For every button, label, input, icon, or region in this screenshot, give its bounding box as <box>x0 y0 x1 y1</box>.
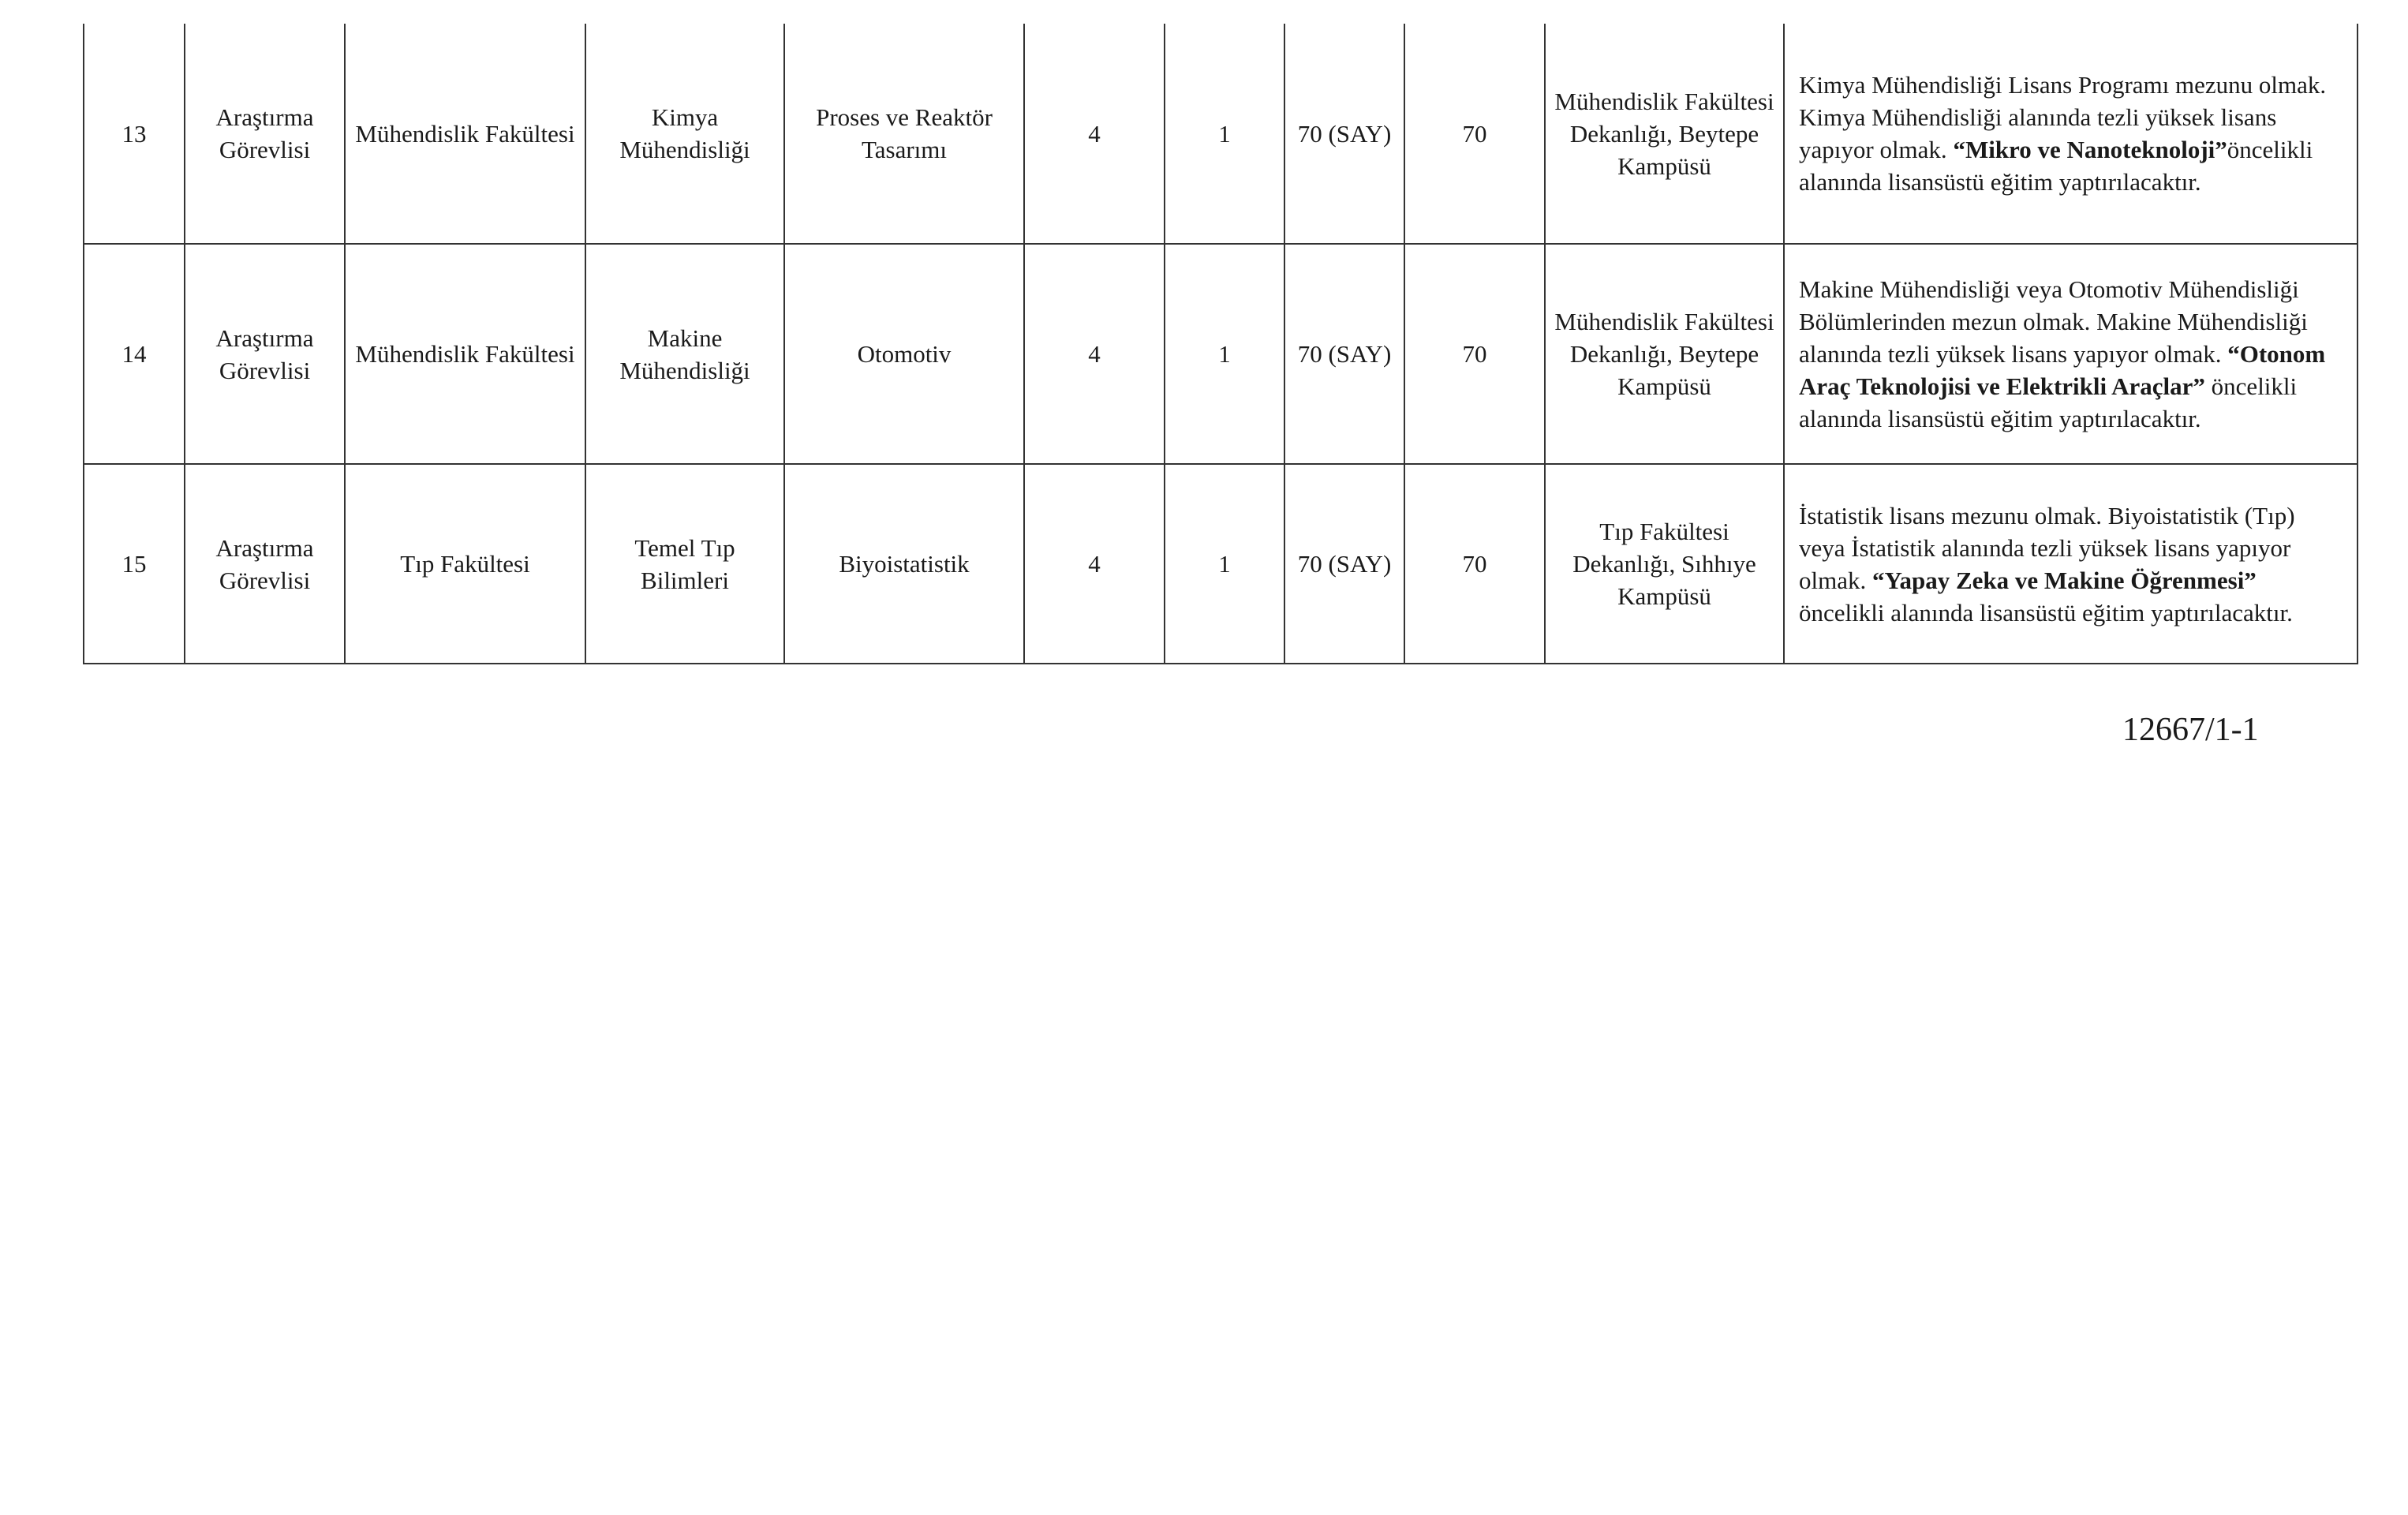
requirements-text-end: öncelikli alanında lisansüstü eğitim yaptırılacaktır. <box>1799 598 2293 627</box>
ales-cell: 70 (SAY) <box>1284 24 1404 244</box>
title-cell: Araştırma Görevlisi <box>185 24 345 244</box>
unit-cell: Tıp Fakültesi <box>345 464 585 664</box>
department-cell: Temel Tıp Bilimleri <box>585 464 784 664</box>
title-cell: Araştırma Görevlisi <box>185 464 345 664</box>
language-score-cell: 70 <box>1404 24 1545 244</box>
page-number: 12667/1-1 <box>2122 712 2259 748</box>
field-cell: Biyoistatistik <box>784 464 1024 664</box>
count-cell: 1 <box>1165 24 1284 244</box>
ales-cell: 70 (SAY) <box>1284 464 1404 664</box>
table-row <box>84 244 2358 464</box>
row-number-cell: 13 <box>84 24 185 244</box>
language-score-cell: 70 <box>1404 464 1545 664</box>
field-cell: Proses ve Reaktör Tasarımı <box>784 24 1024 244</box>
positions-table <box>83 24 2358 664</box>
count-cell: 1 <box>1165 464 1284 664</box>
application-place-cell: Mühendislik Fakültesi Dekanlığı, Beytepe Kampüsü <box>1545 24 1784 244</box>
requirements-text: Makine Mühendisliği veya Otomotiv Mühendisliği Bölümlerinden mezun olmak. Makine Mühendisliği alanında tezli yüksek lisans yapıyor olmak. <box>1799 275 2308 368</box>
application-place-cell: Mühendislik Fakültesi Dekanlığı, Beytepe Kampüsü <box>1545 244 1784 464</box>
count-cell: 1 <box>1165 244 1284 464</box>
degree-cell: 4 <box>1024 244 1165 464</box>
ales-cell: 70 (SAY) <box>1284 244 1404 464</box>
title-cell: Araştırma Görevlisi <box>185 244 345 464</box>
field-cell: Otomotiv <box>784 244 1024 464</box>
table-row <box>84 24 2358 244</box>
requirements-text: İstatistik lisans mezunu olmak. Biyoistatistik (Tıp) veya İstatistik alanında tezli yüksek lisans yapıyor olmak. <box>1799 501 2295 594</box>
table-row <box>84 464 2358 664</box>
requirements-cell <box>1784 244 2358 464</box>
requirements-text: Kimya Mühendisliği Lisans Programı mezunu olmak. Kimya Mühendisliği alanında tezli yüksek lisans yapıyor olmak. <box>1799 71 2327 163</box>
department-cell: Makine Mühendisliği <box>585 244 784 464</box>
priority-area-text: “Otonom Araç Teknolojisi ve Elektrikli Araçlar” <box>1799 340 2326 400</box>
application-place-cell: Tıp Fakültesi Dekanlığı, Sıhhıye Kampüsü <box>1545 464 1784 664</box>
degree-cell: 4 <box>1024 24 1165 244</box>
row-number-cell: 14 <box>84 244 185 464</box>
department-cell: Kimya Mühendisliği <box>585 24 784 244</box>
requirements-cell <box>1784 464 2358 664</box>
unit-cell: Mühendislik Fakültesi <box>345 24 585 244</box>
degree-cell: 4 <box>1024 464 1165 664</box>
row-number-cell: 15 <box>84 464 185 664</box>
requirements-cell <box>1784 24 2358 244</box>
requirements-text-end: öncelikli alanında lisansüstü eğitim yaptırılacaktır. <box>1799 372 2298 432</box>
unit-cell: Mühendislik Fakültesi <box>345 244 585 464</box>
priority-area-text: “Mikro ve Nanoteknoloji” <box>1953 136 2227 163</box>
requirements-text-end: öncelikli alanında lisansüstü eğitim yaptırılacaktır. <box>1799 136 2313 196</box>
priority-area-text: “Yapay Zeka ve Makine Öğrenmesi” <box>1872 566 2257 594</box>
language-score-cell: 70 <box>1404 244 1545 464</box>
